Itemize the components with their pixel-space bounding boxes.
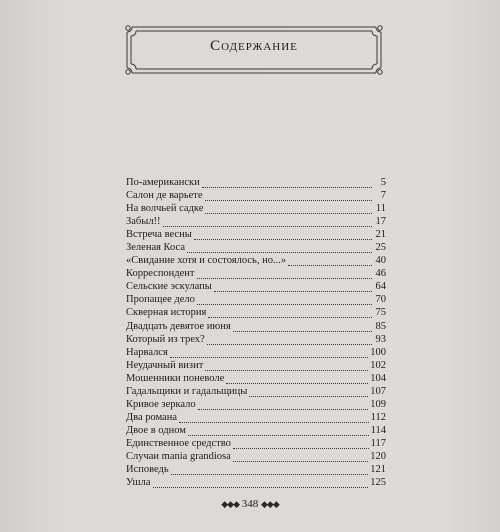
- toc-entry-title: Гадальщики и гадальщицы: [126, 385, 248, 397]
- toc-entry-page: 100: [370, 346, 386, 358]
- toc-row: [126, 202, 386, 215]
- toc-dot-leader: [187, 244, 372, 253]
- toc-dot-leader: [170, 349, 368, 358]
- toc-entry-page: 121: [370, 464, 386, 476]
- toc-row: [126, 215, 386, 228]
- toc-dot-leader: [207, 336, 372, 345]
- toc-row: [126, 437, 386, 450]
- toc-entry-title: Салон де варьете: [126, 190, 203, 202]
- toc-entry-title: Кривое зеркало: [126, 398, 196, 410]
- toc-dot-leader: [214, 283, 372, 292]
- toc-entry-title: Мошенники поневоле: [126, 372, 225, 384]
- toc-dot-leader: [208, 309, 372, 318]
- toc-dot-leader: [205, 192, 372, 201]
- toc-row: [126, 189, 386, 202]
- page-number: 348: [241, 498, 259, 510]
- toc-entry-page: 7: [380, 190, 386, 202]
- toc-dot-leader: [153, 479, 369, 488]
- toc-entry-title: Случаи mania grandiosa: [126, 450, 231, 462]
- toc-entry-page: 117: [370, 437, 386, 449]
- toc-entry-page: 75: [375, 307, 386, 319]
- toc-entry-page: 21: [375, 229, 386, 241]
- toc-entry-page: 107: [370, 385, 386, 397]
- toc-row: [126, 241, 386, 254]
- toc-row: [126, 280, 386, 293]
- toc-entry-title: «Свидание хотя и состоялось, но...»: [126, 255, 287, 267]
- toc-dot-leader: [171, 466, 369, 475]
- table-of-contents: [126, 176, 386, 489]
- toc-entry-page: 120: [370, 450, 386, 462]
- toc-dot-leader: [179, 414, 369, 423]
- page-title: Содержание: [210, 38, 298, 54]
- toc-entry-title: Двадцать девятое июня: [126, 320, 231, 332]
- toc-entry-title: Пропащее дело: [126, 294, 195, 306]
- toc-entry-page: 25: [375, 242, 386, 254]
- toc-entry-title: Забыл!!: [126, 216, 161, 228]
- toc-entry-title: Единственное средство: [126, 437, 231, 449]
- toc-dot-leader: [233, 440, 369, 449]
- toc-entry-page: 46: [375, 268, 386, 280]
- toc-row: [126, 411, 386, 424]
- toc-entry-title: Неудачный визит: [126, 359, 204, 371]
- toc-entry-page: 112: [370, 411, 386, 423]
- toc-row: [126, 333, 386, 346]
- toc-row: [126, 359, 386, 372]
- toc-entry-title: Два романа: [126, 411, 178, 423]
- toc-entry-title: Встреча весны: [126, 229, 192, 241]
- toc-dot-leader: [202, 179, 372, 188]
- toc-dot-leader: [226, 375, 368, 384]
- toc-row: [126, 254, 386, 267]
- toc-entry-title: Нарвался: [126, 346, 168, 358]
- toc-row: [126, 320, 386, 333]
- toc-entry-title: Который из трех?: [126, 333, 205, 345]
- toc-dot-leader: [249, 388, 368, 397]
- toc-entry-title: По-американски: [126, 177, 200, 188]
- toc-entry-page: 104: [370, 372, 386, 384]
- page-footer: [0, 498, 500, 510]
- toc-entry-title: Скверная история: [126, 307, 207, 319]
- toc-entry-title: Двое в одном: [126, 424, 186, 436]
- toc-entry-title: Ушла: [126, 477, 151, 489]
- toc-entry-page: 109: [370, 398, 386, 410]
- toc-row: [126, 424, 386, 437]
- toc-entry-page: 102: [370, 359, 386, 371]
- toc-row: [126, 306, 386, 319]
- toc-row: [126, 176, 386, 189]
- toc-row: [126, 450, 386, 463]
- toc-dot-leader: [194, 231, 372, 240]
- toc-entry-title: На волчьей садке: [126, 203, 204, 215]
- toc-row: [126, 293, 386, 306]
- toc-entry-page: 93: [375, 333, 386, 345]
- header-frame: [124, 24, 384, 76]
- toc-entry-page: 40: [375, 255, 386, 267]
- toc-row: [126, 476, 386, 489]
- toc-dot-leader: [188, 427, 369, 436]
- toc-row: [126, 372, 386, 385]
- toc-row: [126, 463, 386, 476]
- toc-entry-title: Зеленая Коса: [126, 242, 185, 254]
- toc-dot-leader: [197, 296, 372, 305]
- ornament-right-icon: ◆◆◆: [261, 499, 279, 509]
- toc-dot-leader: [205, 205, 372, 214]
- toc-row: [126, 228, 386, 241]
- toc-entry-title: Исповедь: [126, 464, 169, 476]
- toc-entry-page: 114: [370, 424, 386, 436]
- toc-row: [126, 346, 386, 359]
- toc-dot-leader: [163, 218, 372, 227]
- toc-row: [126, 267, 386, 280]
- toc-dot-leader: [233, 453, 368, 462]
- toc-dot-leader: [288, 257, 372, 266]
- toc-dot-leader: [197, 270, 372, 279]
- ornament-left-icon: ◆◆◆: [221, 499, 239, 509]
- toc-entry-title: Сельские эскулапы: [126, 281, 212, 293]
- toc-entry-page: 64: [375, 281, 386, 293]
- toc-entry-page: 11: [375, 203, 386, 215]
- toc-dot-leader: [233, 323, 372, 332]
- toc-dot-leader: [205, 362, 368, 371]
- toc-entry-page: 70: [375, 294, 386, 306]
- toc-entry-title: Корреспондент: [126, 268, 195, 280]
- toc-entry-page: 17: [375, 216, 386, 228]
- toc-entry-page: 5: [380, 177, 386, 188]
- toc-entry-page: 85: [375, 320, 386, 332]
- toc-entry-page: 125: [370, 477, 386, 489]
- toc-row: [126, 398, 386, 411]
- toc-row: [126, 385, 386, 398]
- toc-dot-leader: [198, 401, 369, 410]
